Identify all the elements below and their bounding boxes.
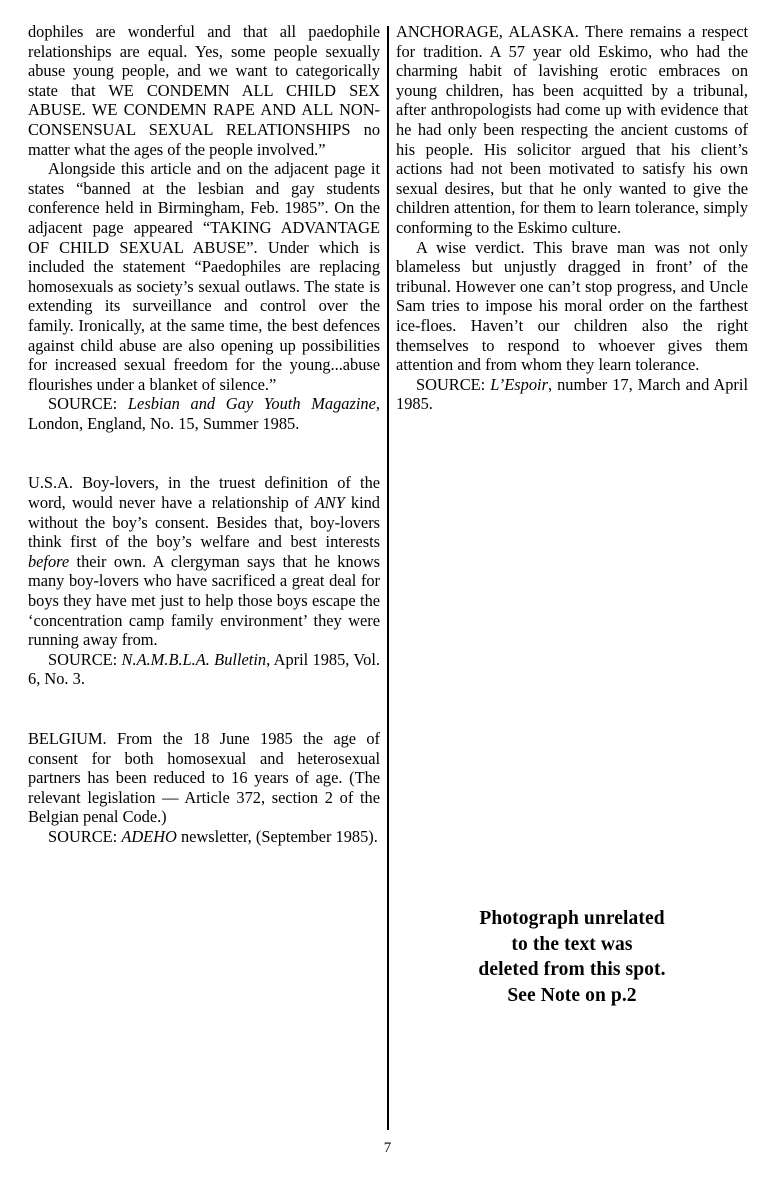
usa-nambla-article: [28, 473, 380, 689]
notice-line: to the text was: [511, 933, 633, 955]
italic-run: L’Espoir: [490, 374, 548, 394]
right-column: [396, 22, 748, 414]
italic-run: Lesbian and Gay Youth Magazine: [127, 394, 376, 414]
photograph-removed-notice: [396, 906, 748, 1008]
text-run: SOURCE:: [416, 374, 491, 394]
text-run: , number 17, March and April 1985.: [396, 374, 748, 414]
source-lesbian-and-gay-youth-magazine: [28, 394, 380, 433]
text-run: SOURCE:: [48, 394, 128, 414]
italic-run: N.A.M.B.L.A. Bulletin: [121, 649, 267, 669]
belgium-adeho-article: [28, 729, 380, 847]
text-run: newsletter, (September 1985).: [176, 826, 378, 846]
source-adeho-newsletter: [28, 827, 380, 847]
paedophile-relationships-paragraph: [28, 22, 380, 159]
text-run: kind without the boy’s consent. Besides that, boy-lovers think first of the boy’s welfare and best interests: [28, 493, 380, 552]
text-run: ANCHORAGE, ALASKA. There remains a respect for tradition. A 57 year old Eskimo, who had the charming habit of lavishing erotic embraces on young children, has been acquitted by a tribunal, after anthropologists had come up with evidence that he had only been respecting the ancient customs of his people. His solicitor argued that his client’s actions had not been motivated to satisfy his own sexual desires, but that he only wanted to give the children attention, for them to learn tolerance, simply conforming to the Eskimo culture.: [396, 22, 748, 237]
italic-run: ANY: [314, 493, 345, 513]
wise-verdict-paragraph: [396, 238, 748, 375]
capitals-run: “TAKING ADVANTAGE OF CHILD SEXUAL ABUSE”: [28, 217, 380, 257]
text-run: their own. A clergyman says that he knows many boy-lovers who have sacrificed a great deal for boys they have met just to help those boys escape the ‘concentration camp family environment’ they were running away from.: [28, 551, 380, 650]
text-run: , April 1985, Vol. 6, No. 3.: [28, 649, 380, 689]
source-lespoir: [396, 375, 748, 414]
gay-youth-magazine-article: [28, 22, 380, 433]
text-run: SOURCE:: [48, 649, 122, 669]
belgium-age-of-consent-paragraph: [28, 729, 380, 827]
notice-line: See Note on p.2: [507, 984, 637, 1006]
left-column-articles: [28, 22, 380, 847]
anchorage-alaska-article: [396, 22, 748, 414]
text-run: . Under which is included the statement “Paedophiles are replacing homosexuals as society’s sexual outlaws. The state is extending its surveillance and control over the family. Ironically, at the same time, the best defences against child abuse are also opening up possibilities for increased sexual freedom for the young...abuse flourishes under a blanket of silence.”: [28, 237, 380, 394]
italic-run: before: [28, 551, 70, 571]
notice-line: deleted from this spot.: [478, 959, 666, 980]
text-run: SOURCE:: [48, 826, 122, 846]
right-column-articles: [396, 22, 748, 414]
source-nambla-bulletin: [28, 650, 380, 689]
text-run: U.S.A. Boy-lovers, in the truest definition of the word, would never have a relationship of: [28, 473, 380, 513]
text-run: A wise verdict. This brave man was not only blameless but unjustly dragged in front’ of the tribunal. However one can’t stop progress, and Uncle Sam tries to impose his moral order on the farthest ice-floes. Haven’t our children also the right themselves to respond to whoever gives them attention and from whom they learn tolerance.: [396, 237, 748, 375]
notice-line: Photograph unrelated: [479, 908, 665, 929]
capitals-run: WE CONDEMN ALL CHILD SEX ABUSE. WE CONDEMN RAPE AND ALL NON-CONSENSUAL SEXUAL RELATIONSHIPS: [28, 80, 380, 139]
text-run: dophiles are wonderful and that all paedophile relationships are equal. Yes, some people sexually abuse young people, and we want to categorically state that: [28, 22, 380, 100]
column-divider-rule: [387, 26, 389, 1130]
anchorage-eskimo-acquittal-paragraph: [396, 22, 748, 238]
text-run: Alongside this article and on the adjacent page it states “banned at the lesbian and gay students conference held in Birmingham, Feb. 1985”. On the adjacent page appeared: [28, 159, 380, 237]
banned-at-conference-paragraph: [28, 159, 380, 394]
usa-boy-lovers-paragraph: [28, 473, 380, 649]
italic-run: ADEHO: [121, 826, 177, 846]
left-column: [28, 22, 380, 847]
page-number: 7: [383, 1140, 392, 1156]
text-run: BELGIUM. From the 18 June 1985 the age of consent for both homosexual and heterosexual partners has been reduced to 16 years of age. (The relevant legislation — Article 372, section 2 of the Belgian penal Code.): [28, 729, 380, 827]
text-run: no matter what the ages of the people involved.”: [28, 119, 381, 159]
text-run: , London, England, No. 15, Summer 1985.: [28, 394, 380, 433]
